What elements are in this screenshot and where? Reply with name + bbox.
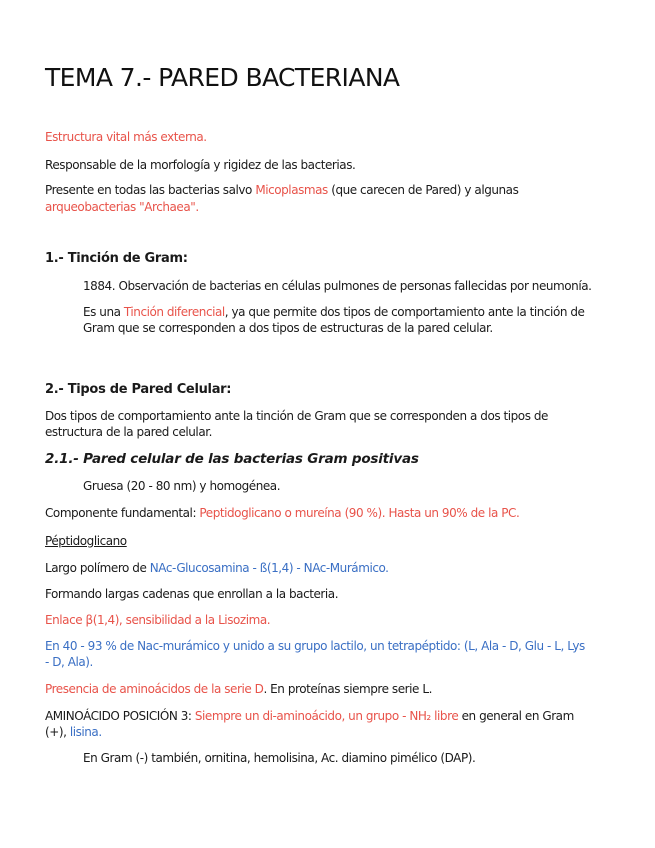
highlight-lisina: lisina. (69, 725, 102, 739)
section-2-1-p5: Enlace β(1,4), sensibilidad a la Lisozima. (45, 613, 271, 627)
text-run: en general en Gram (458, 709, 574, 723)
intro-line-3 (45, 182, 518, 198)
highlight-serie-d: Presencia de aminoácidos de la serie D (45, 682, 264, 696)
section-2-1-p9 (45, 708, 574, 724)
section-1-p2 (83, 304, 584, 320)
highlight-tincion-diferencial: Tinción diferencial (123, 305, 225, 319)
page-title: TEMA 7.- PARED BACTERIANA (45, 63, 400, 92)
text-run: (+), (45, 725, 70, 739)
section-2-1-heading: 2.1.- Pared celular de las bacterias Gram positivas (45, 451, 419, 467)
highlight-peptidoglicano: Peptidoglicano o mureína (90 %). Hasta un 90% de la PC. (199, 506, 520, 520)
section-2-1-p2 (45, 505, 519, 521)
text-run: "Archaea". (135, 200, 199, 214)
section-1-heading: 1.- Tinción de Gram: (45, 251, 188, 266)
text-run: Es una (83, 305, 124, 319)
section-2-1-p8 (45, 681, 432, 697)
section-2-1-p6: En 40 - 93 % de Nac-murámico y unido a su grupo lactilo, un tetrapéptido: (L, Ala - D, Glu - L, Lys (45, 639, 585, 653)
intro-line-2: Responsable de la morfología y rigidez de las bacterias. (45, 158, 356, 172)
subheading-peptidoglicano: Péptidoglicano (45, 534, 127, 548)
section-2-1-p11: En Gram (-) también, ornitina, hemolisina, Ac. diamino pimélico (DAP). (83, 751, 476, 765)
highlight-micoplasmas: Micoplasmas (255, 183, 328, 197)
section-2-heading: 2.- Tipos de Pared Celular: (45, 382, 232, 397)
intro-line-1: Estructura vital más externa. (45, 130, 207, 144)
section-1-p1: 1884. Observación de bacterias en células pulmones de personas fallecidas por neumonía. (83, 279, 592, 293)
text-run: Largo polímero de (45, 561, 150, 575)
section-2-1-p10 (45, 724, 102, 740)
text-run: Componente fundamental: (45, 506, 200, 520)
text-run: (que carecen de Pared) y algunas (327, 183, 519, 197)
highlight-arqueobacterias: arqueobacterias (45, 200, 136, 214)
section-1-p3: Gram que se corresponden a dos tipos de estructuras de la pared celular. (83, 321, 493, 335)
section-2-1-p3 (45, 560, 389, 576)
highlight-nac-glucosamina: NAc-Glucosamina - ß(1,4) - NAc-Murámico. (149, 561, 389, 575)
section-2-p2: estructura de la pared celular. (45, 425, 212, 439)
text-run: AMINOÁCIDO POSICIÓN 3: (45, 709, 195, 723)
highlight-di-aminoacido: Siempre un di-aminoácido, un grupo - NH₂ libre (194, 709, 459, 723)
text-run: . En proteínas siempre serie L. (263, 682, 432, 696)
text-run: Presente en todas las bacterias salvo (45, 183, 256, 197)
section-2-p1: Dos tipos de comportamiento ante la tinción de Gram que se corresponden a dos tipos de (45, 409, 548, 423)
section-2-1-p1: Gruesa (20 - 80 nm) y homogénea. (83, 479, 281, 493)
intro-line-4 (45, 199, 199, 215)
section-2-1-p7: - D, Ala). (45, 655, 93, 669)
section-2-1-p4: Formando largas cadenas que enrollan a la bacteria. (45, 587, 339, 601)
text-run: , ya que permite dos tipos de comportamiento ante la tinción de (224, 305, 585, 319)
